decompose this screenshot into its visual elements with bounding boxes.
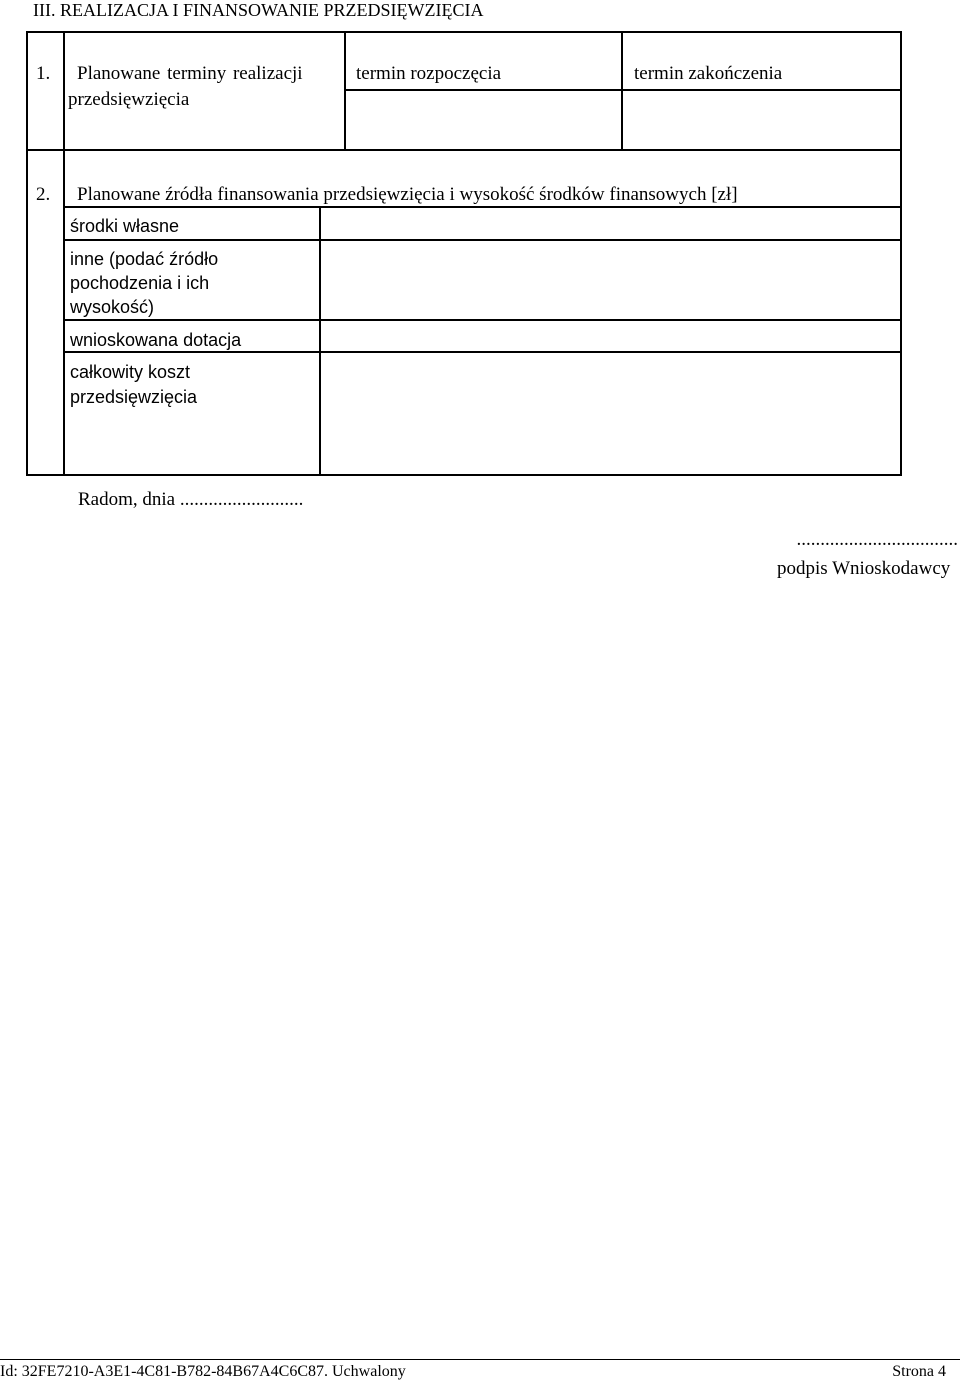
start-date-header: termin rozpoczęcia	[356, 63, 502, 84]
item2-number: 2.	[36, 184, 51, 205]
row-label-other-line2: pochodzenia i ich	[70, 273, 210, 293]
row-label-total-cost-line1: całkowity koszt	[70, 362, 191, 382]
footer-id: Id: 32FE7210-A3E1-4C81-B782-84B67A4C6C87. Uchwalony	[0, 1363, 406, 1380]
row-label-own-funds: środki własne	[70, 216, 180, 236]
row-value-own-funds[interactable]	[322, 209, 898, 239]
row-label-other-line1: inne (podać źródło	[70, 249, 219, 269]
row-value-total-cost[interactable]	[322, 354, 898, 472]
item1-label-line2: przedsięwzięcia	[68, 89, 190, 110]
item1-label-line1: Planowane terminy realizacji	[77, 63, 303, 84]
row-label-other-line3: wysokość)	[70, 297, 155, 317]
item2-label: Planowane źródła finansowania przedsięwzięcia i wysokość środków finansowych [zł]	[77, 184, 738, 205]
start-date-field[interactable]	[348, 91, 618, 148]
footer-page-number: Strona 4	[892, 1363, 946, 1380]
footer-rule	[0, 1359, 960, 1360]
row-label-requested-grant: wnioskowana dotacja	[70, 330, 242, 350]
end-date-header: termin zakończenia	[634, 63, 783, 84]
row-value-requested-grant[interactable]	[322, 321, 898, 350]
section-title: III. REALIZACJA I FINANSOWANIE PRZEDSIĘWZIĘCIA	[33, 0, 484, 20]
row-label-total-cost-line2: przedsięwzięcia	[70, 387, 198, 407]
signature-label: podpis Wnioskodawcy	[777, 558, 951, 579]
place-date: Radom, dnia ..........................	[78, 489, 304, 510]
row-value-other[interactable]	[322, 242, 898, 318]
item1-number: 1.	[36, 63, 51, 84]
end-date-field[interactable]	[625, 91, 897, 148]
signature-dots: ..................................	[796, 529, 958, 550]
